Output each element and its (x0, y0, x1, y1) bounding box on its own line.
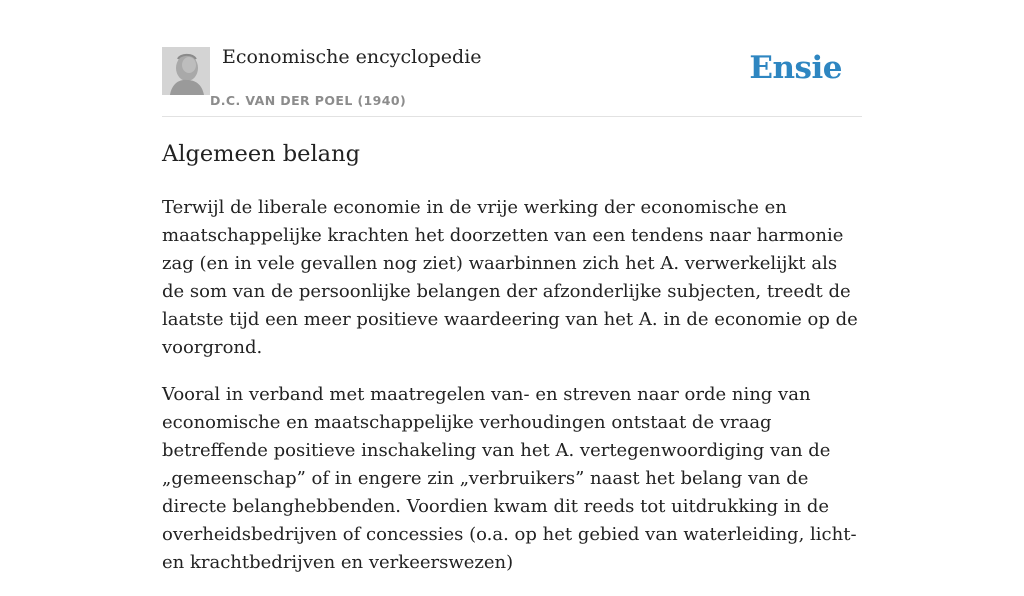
article-paragraph: Vooral in verband met maatregelen van- en streven naar orde ning van economische en maatschappelijke verhoudingen ontstaat de vraag betreffende positieve inschakeling van het A. vertegenwoordiging van de „gemeenschap” of in engere zin „verbruikers” naast het belang van de directe belanghebbenden. Voordien kwam dit reeds tot uitdrukking in de overheidsbedrijven of concessies (o.a. op het gebied van waterleiding, licht- en krachtbedrijven en verkeerswezen) (162, 384, 857, 573)
article-body (162, 138, 862, 596)
author-portrait-avatar[interactable] (162, 47, 210, 95)
ensie-logo[interactable]: Ensie (749, 50, 842, 86)
article-title: Algemeen belang (162, 141, 360, 167)
article-paragraph: Terwijl de liberale economie in de vrije werking der economische en maatschappelijke krachten het doorzetten van een tendens naar harmonie zag (en in vele gevallen nog ziet) waarbinnen zich het A. verwerkelijkt als de som van de persoonlijke belangen der afzonderlijke subjecten, treedt de laatste tijd een meer positieve waardeering van het A. in de economie op de voorgrond. (162, 197, 858, 358)
publication-title[interactable]: Economische encyclopedie (222, 46, 482, 68)
publication-header (162, 46, 862, 117)
author-label[interactable]: D.C. VAN DER POEL (1940) (210, 93, 407, 108)
portrait-icon (162, 47, 210, 95)
